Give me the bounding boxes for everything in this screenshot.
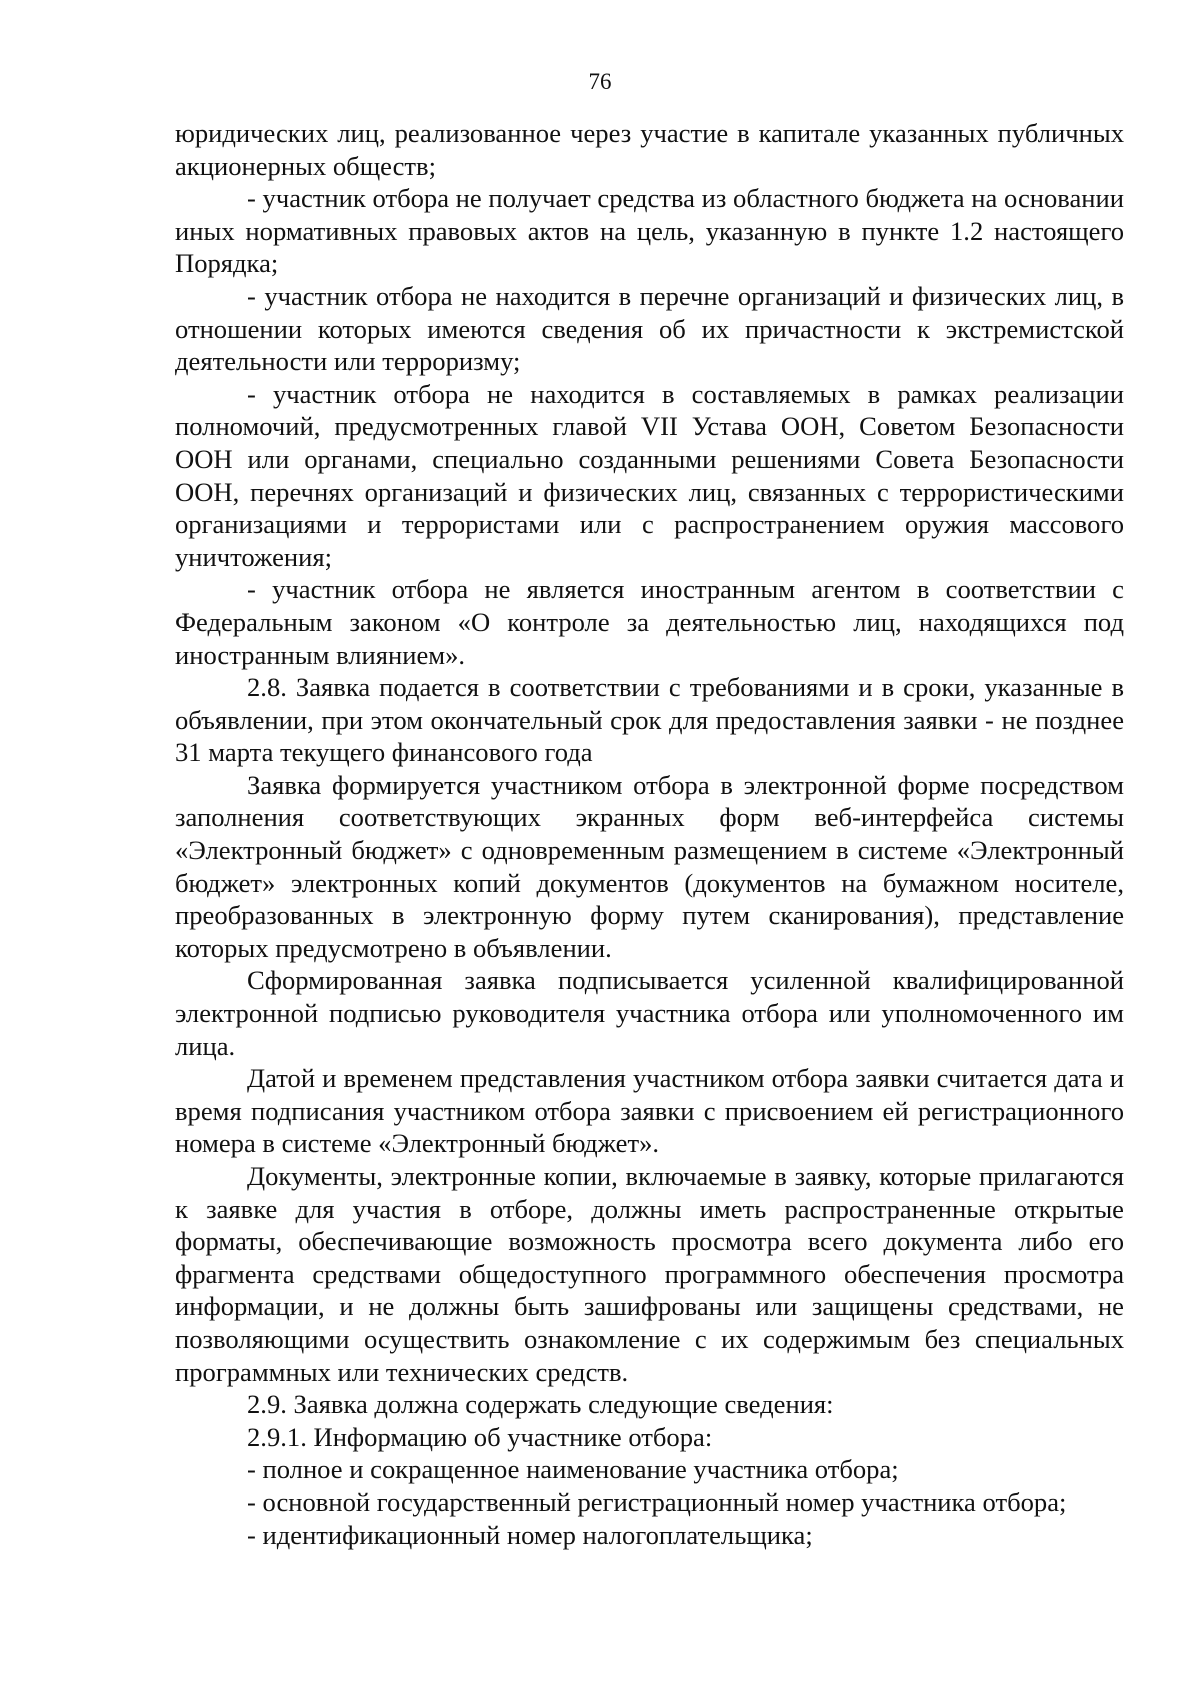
paragraph-not-foreign-agent: - участник отбора не является иностранным агентом в соответствии с Федеральным законом «О контроле за деятельностью лиц, находящихся под иностранным влиянием». [175, 574, 1124, 670]
paragraph-document-formats: Документы, электронные копии, включаемые в заявку, которые прилагаются к заявке для участия в отборе, должны иметь распространенные открытые форматы, обеспечивающие возможность просмотра всего документа либо его фрагмента средствами общедоступного программного обеспечения просмотра информации, и не должны быть зашифрованы или защищены средствами, не позволяющими осуществить ознакомление с их содержимым без специальных программных или технических средств. [175, 1161, 1124, 1387]
paragraph-no-budget-funds: - участник отбора не получает средства из областного бюджета на основании иных нормативных правовых актов на цель, указанную в пункте 1.2 настоящего Порядка; [175, 183, 1124, 279]
paragraph-submission-date: Датой и временем представления участником отбора заявки считается дата и время подписания участником отбора заявки с присвоением ей регистрационного номера в системе «Электронный бюджет». [175, 1063, 1124, 1159]
paragraph-not-in-extremist-list: - участник отбора не находится в перечне организаций и физических лиц, в отношении которых имеются сведения об их причастности к экстремистской деятельности или терроризму; [175, 280, 1124, 377]
paragraph-continuation: юридических лиц, реализованное через участие в капитале указанных публичных акционерных обществ; [175, 118, 1124, 181]
list-item-full-name: - полное и сокращенное наименование участника отбора; [247, 1454, 899, 1485]
paragraph-2-9-1: 2.9.1. Информацию об участнике отбора: [247, 1421, 713, 1452]
paragraph-2-9: 2.9. Заявка должна содержать следующие сведения: [247, 1389, 834, 1420]
page-number: 76 [588, 69, 612, 94]
paragraph-signature: Сформированная заявка подписывается усиленной квалифицированной электронной подписью руководителя участника отбора или уполномоченного им лица. [175, 965, 1124, 1061]
paragraph-application-form: Заявка формируется участником отбора в электронной форме посредством заполнения соответствующих экранных форм веб-интерфейса системы «Электронный бюджет» с одновременным размещением в системе «Электронный бюджет» электронных копий документов (документов на бумажном носителе, преобразованных в электронную форму путем сканирования), представление которых предусмотрено в объявлении. [175, 769, 1124, 963]
list-item-inn: - идентификационный номер налогоплательщика; [247, 1519, 813, 1550]
paragraph-2-8: 2.8. Заявка подается в соответствии с требованиями и в сроки, указанные в объявлении, при этом окончательный срок для предоставления заявки - не позднее 31 марта текущего финансового года [175, 672, 1124, 768]
list-item-ogrn: - основной государственный регистрационный номер участника отбора; [247, 1486, 1067, 1517]
document-body [175, 117, 1124, 1551]
paragraph-not-in-un-list: - участник отбора не находится в составляемых в рамках реализации полномочий, предусмотренных главой VII Устава ООН, Советом Безопасности ООН или органами, специально созданными решениями Совета Безопасности ООН, перечнях организаций и физических лиц, связанных с террористическими организациями и террористами или с распространением оружия массового уничтожения; [175, 378, 1124, 572]
